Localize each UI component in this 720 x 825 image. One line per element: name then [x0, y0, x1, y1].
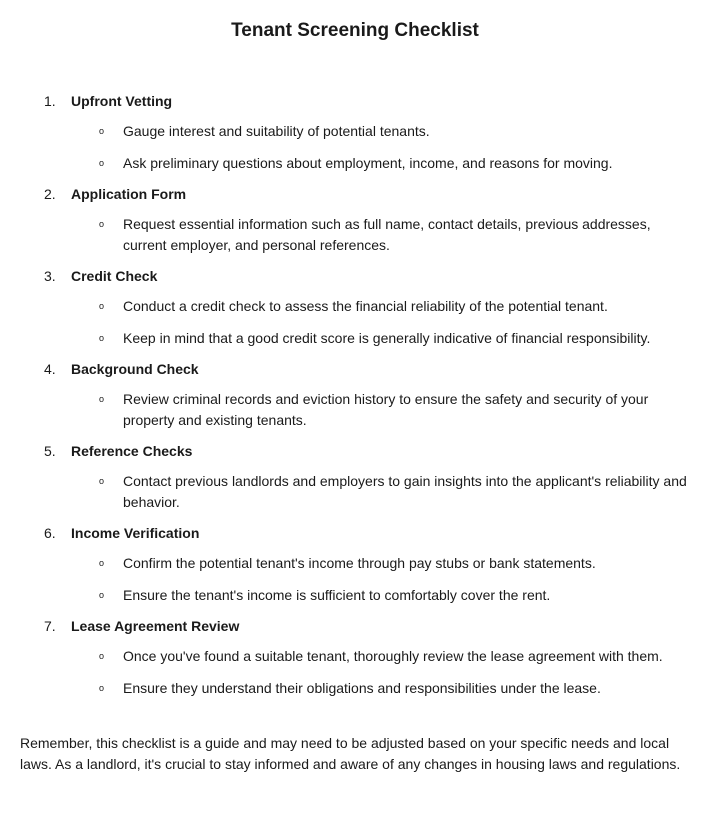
list-item [0, 296, 720, 317]
checklist-section [0, 90, 720, 174]
section-heading [0, 358, 720, 380]
checklist-section [0, 615, 720, 699]
bullet-marker-icon: o [99, 683, 105, 693]
bullet-text: Conduct a credit check to assess the financial reliability of the potential tenant. [123, 298, 608, 314]
list-item [0, 153, 720, 174]
bullet-marker-icon: o [99, 476, 105, 486]
list-item [0, 471, 720, 513]
bullet-marker-icon: o [99, 651, 105, 661]
section-title: Lease Agreement Review [71, 618, 240, 634]
section-number: 4. [44, 361, 56, 377]
section-heading [0, 440, 720, 462]
bullet-marker-icon: o [99, 219, 105, 229]
list-item [0, 328, 720, 349]
section-title: Reference Checks [71, 443, 193, 459]
bullet-marker-icon: o [99, 590, 105, 600]
checklist-section [0, 265, 720, 349]
bullet-marker-icon: o [99, 158, 105, 168]
checklist-section [0, 358, 720, 431]
section-number: 1. [44, 93, 56, 109]
section-title: Credit Check [71, 268, 158, 284]
list-item [0, 585, 720, 606]
bullet-list [0, 553, 720, 606]
bullet-list [0, 389, 720, 431]
bullet-text: Once you've found a suitable tenant, thoroughly review the lease agreement with them. [123, 648, 663, 664]
list-item [0, 389, 720, 431]
closing-paragraph: Remember, this checklist is a guide and may need to be adjusted based on your specific needs and local laws. As a landlord, it's crucial to stay informed and aware of any changes in housing laws and regulations. [20, 735, 681, 772]
bullet-list [0, 214, 720, 256]
section-heading [0, 90, 720, 112]
section-number: 6. [44, 525, 56, 541]
checklist-sections [0, 90, 720, 708]
list-item [0, 678, 720, 699]
section-heading [0, 183, 720, 205]
section-number: 3. [44, 268, 56, 284]
bullet-text: Keep in mind that a good credit score is generally indicative of financial responsibility. [123, 330, 651, 346]
bullet-text: Contact previous landlords and employers to gain insights into the applicant's reliability and behavior. [123, 473, 687, 510]
list-item [0, 214, 720, 256]
bullet-list [0, 646, 720, 699]
section-title: Background Check [71, 361, 199, 377]
bullet-text: Request essential information such as full name, contact details, previous addresses, current employer, and personal references. [123, 216, 651, 253]
bullet-text: Ensure they understand their obligations and responsibilities under the lease. [123, 680, 601, 696]
section-title: Upfront Vetting [71, 93, 173, 109]
bullet-list [0, 121, 720, 174]
page-title: Tenant Screening Checklist [231, 20, 479, 41]
bullet-marker-icon: o [99, 301, 105, 311]
section-title: Application Form [71, 186, 187, 202]
bullet-marker-icon: o [99, 394, 105, 404]
list-item [0, 121, 720, 142]
bullet-list [0, 296, 720, 349]
bullet-text: Ask preliminary questions about employment, income, and reasons for moving. [123, 155, 613, 171]
checklist-section [0, 440, 720, 513]
list-item [0, 646, 720, 667]
section-heading [0, 522, 720, 544]
section-number: 5. [44, 443, 56, 459]
bullet-marker-icon: o [99, 333, 105, 343]
checklist-section [0, 183, 720, 256]
bullet-list [0, 471, 720, 513]
section-title: Income Verification [71, 525, 200, 541]
bullet-marker-icon: o [99, 558, 105, 568]
list-item [0, 553, 720, 574]
bullet-text: Confirm the potential tenant's income through pay stubs or bank statements. [123, 555, 596, 571]
bullet-marker-icon: o [99, 126, 105, 136]
section-number: 7. [44, 618, 56, 634]
checklist-section [0, 522, 720, 606]
section-heading [0, 615, 720, 637]
bullet-text: Ensure the tenant's income is sufficient to comfortably cover the rent. [123, 587, 551, 603]
section-number: 2. [44, 186, 56, 202]
section-heading [0, 265, 720, 287]
bullet-text: Review criminal records and eviction history to ensure the safety and security of your property and existing tenants. [123, 391, 649, 428]
bullet-text: Gauge interest and suitability of potential tenants. [123, 123, 430, 139]
